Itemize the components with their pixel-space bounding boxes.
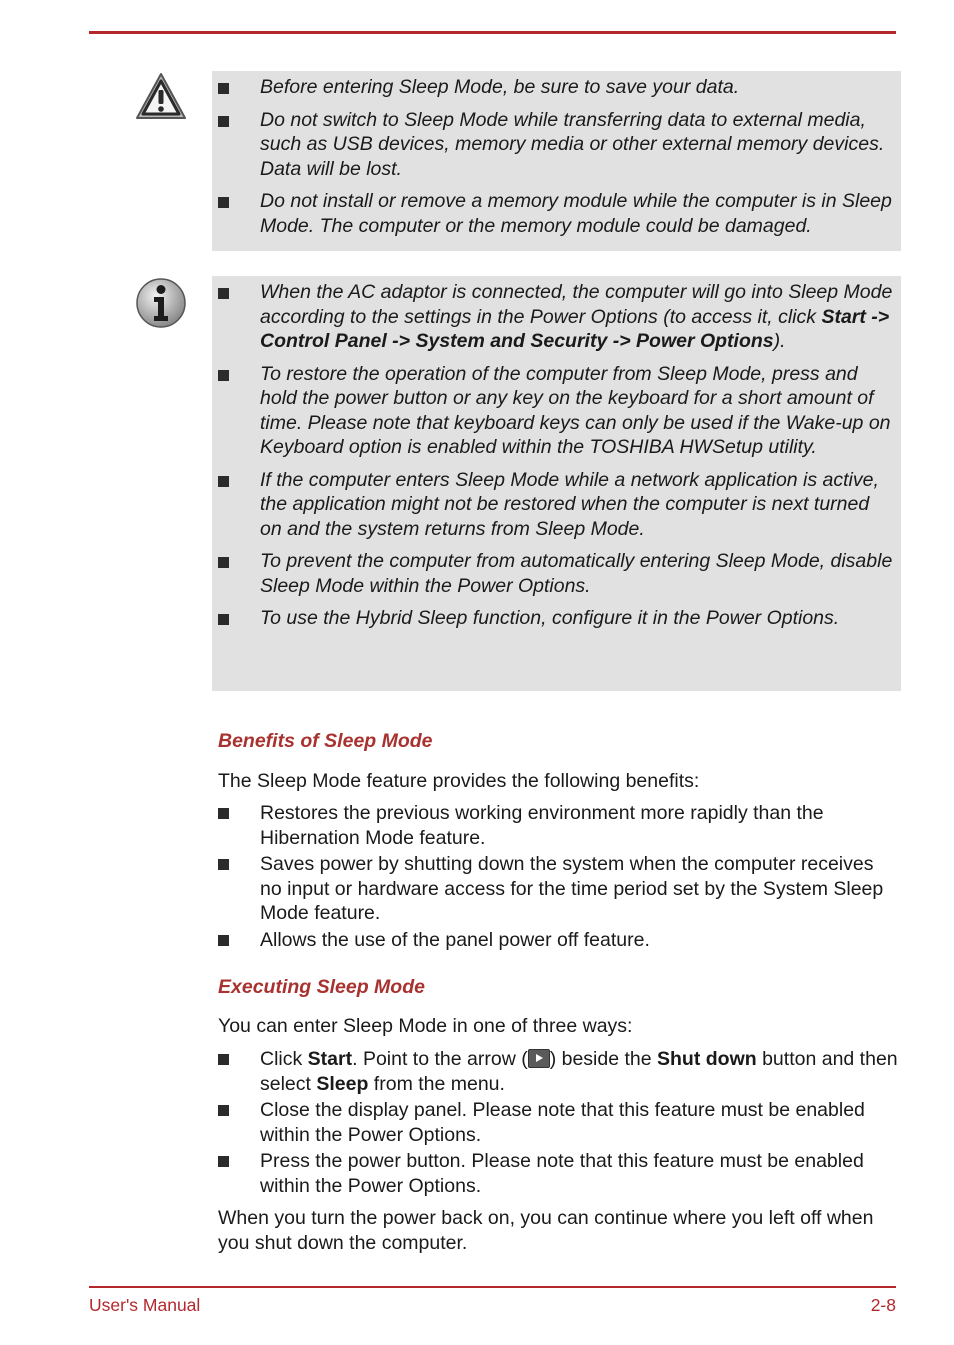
executing-list	[212, 1047, 898, 1200]
list-item: Saves power by shutting down the system when the computer receives no input or hardware access for the time period set by the System Sleep Mode feature.	[212, 852, 898, 926]
list-item: To restore the operation of the computer from Sleep Mode, press and hold the power button or any key on the keyboard for a short amount of time. Please note that keyboard keys can only be used if the Wake-up on Keyboard option is enabled within the TOSHIBA HWSetup utility.	[212, 362, 901, 460]
list-item: If the computer enters Sleep Mode while a network application is active, the application might not be restored when the computer is next turned on and the system returns from Sleep Mode.	[212, 468, 901, 542]
warning-note	[212, 71, 901, 251]
closing-paragraph: When you turn the power back on, you can continue where you left off when you shut down the computer.	[218, 1207, 874, 1254]
list-item: Close the display panel. Please note that this feature must be enabled within the Power Options.	[212, 1098, 898, 1147]
footer-rule	[89, 1286, 896, 1288]
arrow-right-icon	[528, 1049, 550, 1068]
section-title-benefits: Benefits of Sleep Mode	[218, 730, 433, 752]
list-item: Restores the previous working environment more rapidly than the Hibernation Mode feature.	[212, 801, 898, 850]
list-item: To prevent the computer from automatically entering Sleep Mode, disable Sleep Mode within the Power Options.	[212, 549, 901, 598]
section-title-executing: Executing Sleep Mode	[218, 976, 425, 998]
benefits-list	[212, 801, 898, 954]
list-item: To use the Hybrid Sleep function, configure it in the Power Options.	[212, 606, 901, 631]
list-item: Press the power button. Please note that this feature must be enabled within the Power Options.	[212, 1149, 898, 1198]
info-note	[212, 276, 901, 691]
list-item: Click Start. Point to the arrow ( ) beside the Shut down button and then select Sleep from the menu.	[212, 1047, 898, 1096]
header-rule	[89, 31, 896, 34]
control-panel-path: Start -> Control Panel -> System and Security -> Power Options	[260, 305, 890, 352]
list-item: Allows the use of the panel power off feature.	[212, 928, 898, 953]
page-number: 2-8	[870, 1295, 896, 1315]
list-item: Do not switch to Sleep Mode while transferring data to external media, such as USB devices, memory media or other external memory devices. Data will be lost.	[212, 108, 901, 182]
list-item: Before entering Sleep Mode, be sure to save your data.	[212, 75, 901, 100]
benefits-intro: The Sleep Mode feature provides the following benefits:	[218, 770, 700, 792]
footer-title: User's Manual	[89, 1295, 201, 1315]
list-item: When the AC adaptor is connected, the computer will go into Sleep Mode according to the settings in the Power Options (to access it, click Start -> Control Panel -> System and Security -> Power Options).	[212, 280, 901, 354]
info-icon	[134, 276, 188, 330]
list-item: Do not install or remove a memory module while the computer is in Sleep Mode. The computer or the memory module could be damaged.	[212, 189, 901, 238]
executing-intro: You can enter Sleep Mode in one of three ways:	[218, 1015, 633, 1037]
warning-triangle-icon	[134, 70, 188, 124]
